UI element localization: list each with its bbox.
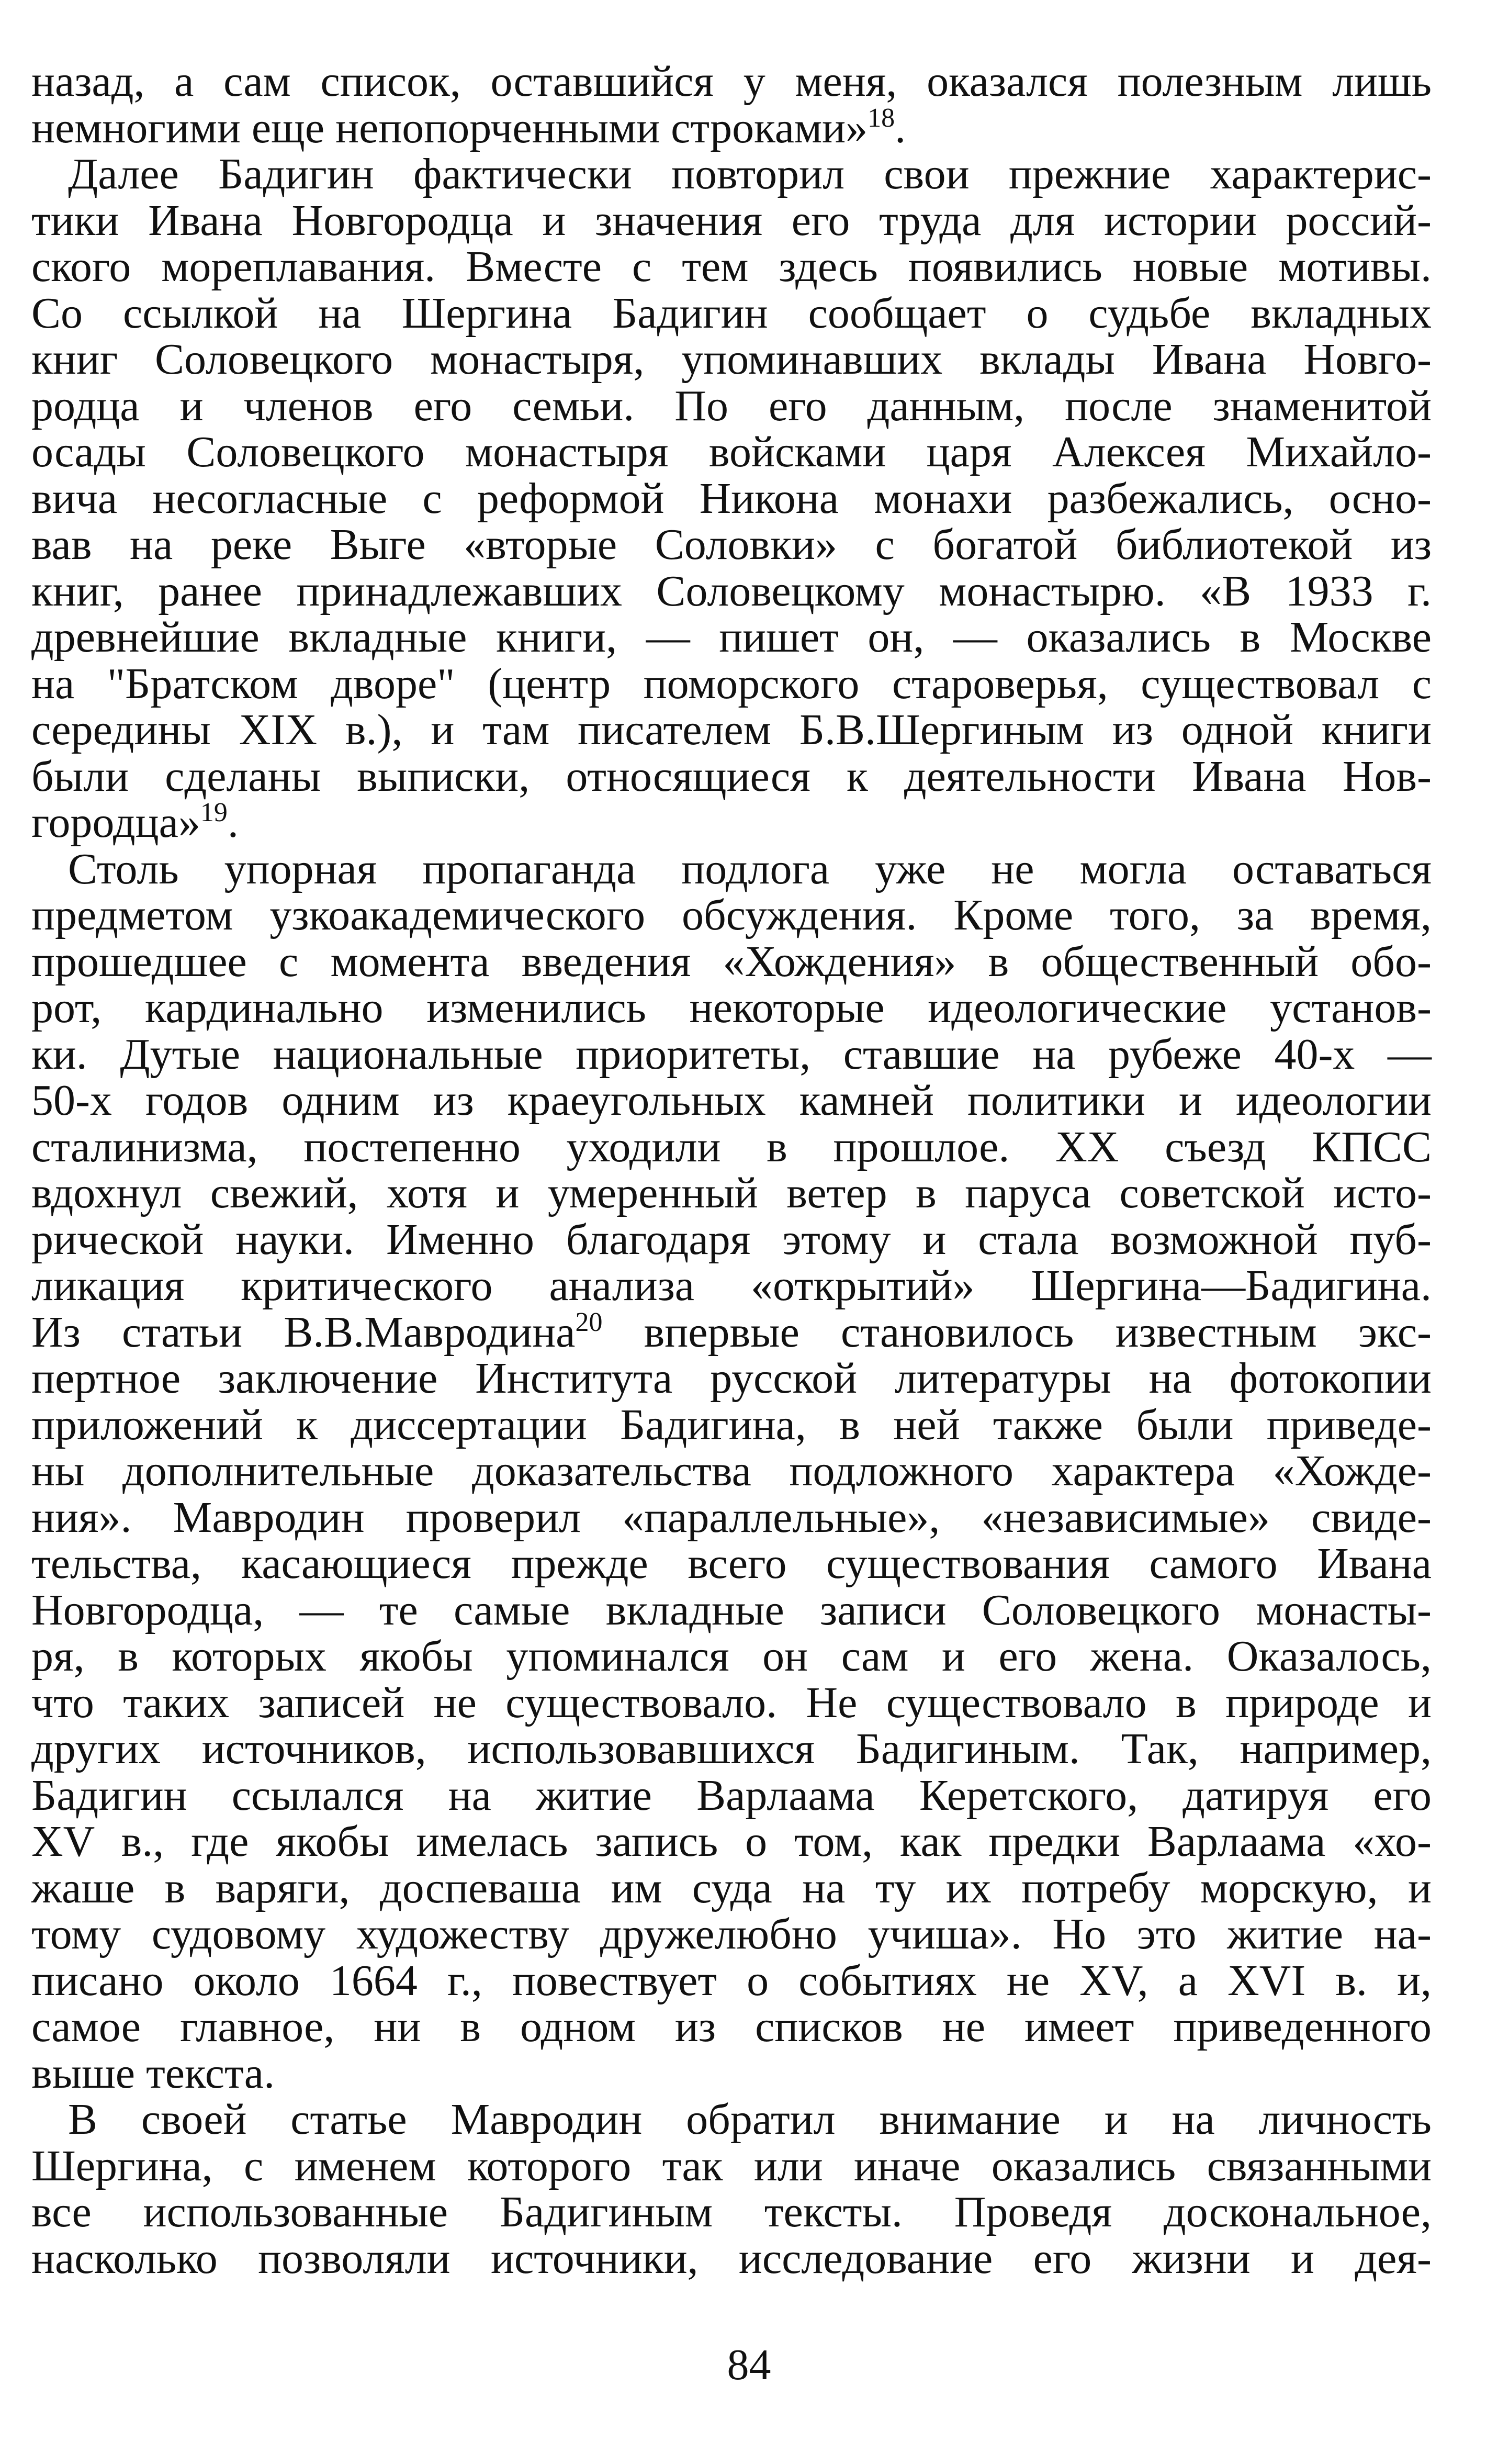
line-text: ки. Дутые национальные приоритеты, ставшие на рубеже 40-х — (31, 1029, 1432, 1079)
text-line (31, 985, 1432, 1032)
text-line (31, 661, 1432, 708)
text-line (31, 198, 1432, 244)
line-text: книг Соловецкого монастыря, упоминавших вклады Ивана Новго- (31, 335, 1432, 384)
line-text: предметом узкоакадемического обсуждения. Кроме того, за время, (31, 891, 1432, 939)
text-line (31, 754, 1432, 800)
line-text: насколько позволяли источники, исследование его жизни и дея- (31, 2234, 1432, 2283)
text-line (31, 383, 1432, 430)
text-line (31, 1309, 1432, 1356)
text-line (31, 1865, 1432, 1912)
text-line (31, 2048, 1432, 2098)
text-line (31, 59, 1432, 105)
text-line (31, 1495, 1432, 1541)
paragraph (31, 2097, 1432, 2282)
paragraph (31, 151, 1432, 846)
text-line (31, 337, 1432, 383)
line-text: других источников, использовавшихся Бадигиным. Так, например, (31, 1724, 1432, 1773)
page-body (31, 59, 1432, 2282)
text-line (31, 1911, 1432, 1958)
line-text: ны дополнительные доказательства подложного характера «Хожде- (31, 1447, 1432, 1495)
text-line (31, 800, 1432, 846)
line-text: вича несогласные с реформой Никона монахи разбежались, осно- (31, 474, 1432, 523)
line-text: ликация критического анализа «открытий» Шергина—Бадигина. (31, 1261, 1432, 1310)
line-text: XV в., где якобы имелась запись о том, как предки Варлаама «хо- (31, 1817, 1432, 1866)
text-line (31, 1217, 1432, 1263)
text-line (31, 2236, 1432, 2282)
line-text: тики Ивана Новгородца и значения его труда для истории россий- (31, 196, 1432, 245)
line-text: жаше в варяги, доспеваша им суда на ту их потребу морскую, и (31, 1863, 1432, 1912)
line-text: Бадигин ссылался на житие Варлаама Керетского, датируя его (31, 1771, 1432, 1820)
line-text: вав на реке Выге «вторые Соловки» с богатой библиотекой из (31, 520, 1432, 569)
line-text: Столь упорная пропаганда подлога уже не могла оставаться (68, 844, 1432, 893)
line-text: рот, кардинально изменились некоторые идеологические установ- (31, 983, 1432, 1032)
text-line (31, 1356, 1432, 1402)
line-text: ря, в которых якобы упоминался он сам и его жена. Оказалось, (31, 1632, 1432, 1681)
line-text: рической науки. Именно благодаря этому и стала возможной пуб- (31, 1215, 1432, 1264)
line-text-after: . (895, 103, 906, 152)
footnote-reference: 20 (575, 1307, 603, 1337)
text-line (31, 892, 1432, 939)
text-line (31, 1633, 1432, 1680)
line-text: книг, ранее принадлежавших Соловецкому монастырю. «В 1933 г. (31, 566, 1432, 615)
text-line (31, 522, 1432, 568)
text-line (31, 1124, 1432, 1171)
text-line (31, 707, 1432, 754)
page-number: 84 (727, 2340, 771, 2389)
text-line (31, 1029, 1432, 1079)
line-text: что таких записей не существовало. Не существовало в природе и (31, 1678, 1432, 1727)
line-text: родца и членов его семьи. По его данным, после знаменитой (31, 381, 1432, 430)
line-text-after: . (227, 798, 239, 847)
text-line (31, 290, 1432, 337)
line-text: прошедшее с момента введения «Хождения» в общественный обо- (31, 937, 1432, 986)
line-text: 50-х годов одним из краеугольных камней политики и идеологии (31, 1076, 1432, 1125)
text-line (31, 2004, 1432, 2051)
text-line (31, 1402, 1432, 1449)
line-text: ского мореплавания. Вместе с тем здесь появились новые мотивы. (31, 242, 1432, 291)
paragraph (31, 846, 1432, 2097)
line-text: Новгородца, — те самые вкладные записи Соловецкого монасты- (31, 1585, 1432, 1634)
line-text: самое главное, ни в одном из списков не имеет приведенного (31, 2002, 1432, 2051)
line-text: Из статьи В.В.Мавродина (31, 1307, 576, 1357)
line-text: назад, а сам список, оставшийся у меня, оказался полезным лишь (31, 57, 1432, 106)
text-line (31, 939, 1432, 985)
text-line (31, 1958, 1432, 2004)
text-line (31, 476, 1432, 522)
text-line (31, 1170, 1432, 1217)
text-line (31, 244, 1432, 290)
line-text: на "Братском дворе" (центр поморского староверья, существовал с (31, 659, 1432, 708)
line-text: вдохнул свежий, хотя и умеренный ветер в паруса советской исто- (31, 1169, 1432, 1217)
paragraph (31, 59, 1432, 151)
text-line (31, 1263, 1432, 1309)
text-line (31, 1078, 1432, 1124)
line-text: осады Соловецкого монастыря войсками царя Алексея Михайло- (31, 428, 1432, 476)
line-text: городца» (31, 798, 200, 847)
text-line (31, 2143, 1432, 2190)
text-line (31, 846, 1432, 893)
text-line (31, 2189, 1432, 2236)
footnote-reference: 19 (200, 798, 228, 827)
text-line (31, 1448, 1432, 1495)
text-line (31, 1819, 1432, 1865)
text-line (31, 1587, 1432, 1634)
text-line (31, 429, 1432, 476)
text-line (31, 1541, 1432, 1587)
footnote-reference: 18 (868, 103, 895, 133)
text-line (31, 1773, 1432, 1819)
line-text: В своей статье Мавродин обратил внимание и на личность (68, 2095, 1432, 2144)
line-text-after: впервые становилось известным экс- (602, 1307, 1432, 1357)
text-line (31, 105, 1432, 152)
line-text: тому судовому художеству дружелюбно учиша». Но это житие на- (31, 1910, 1432, 1958)
text-line (31, 2097, 1432, 2143)
line-text: древнейшие вкладные книги, — пишет он, — оказались в Москве (31, 613, 1432, 662)
line-text: сталинизма, постепенно уходили в прошлое. XX съезд КПСС (31, 1122, 1432, 1171)
line-text: немногими еще непопорченными строками» (31, 103, 868, 152)
line-text: все использованные Бадигиным тексты. Проведя доскональное, (31, 2188, 1432, 2236)
line-text: Далее Бадигин фактически повторил свои прежние характерис- (68, 150, 1432, 198)
line-text: пертное заключение Института русской литературы на фотокопии (31, 1354, 1432, 1403)
line-text: Со ссылкой на Шергина Бадигин сообщает о судьбе вкладных (31, 288, 1432, 338)
line-text: были сделаны выписки, относящиеся к деятельности Ивана Нов- (31, 752, 1432, 801)
line-text: писано около 1664 г., повествует о событиях не XV, а XVI в. и, (31, 1956, 1432, 2005)
line-text: тельства, касающиеся прежде всего существования самого Ивана (31, 1539, 1432, 1588)
line-text: ния». Мавродин проверил «параллельные», «независимые» свиде- (31, 1493, 1432, 1542)
text-line (31, 568, 1432, 615)
line-text: выше текста. (31, 2048, 275, 2098)
line-text: середины XIX в.), и там писателем Б.В.Шергиным из одной книги (31, 705, 1432, 754)
text-line (31, 614, 1432, 661)
text-line (31, 1726, 1432, 1773)
line-text: приложений к диссертации Бадигина, в ней также были приведе- (31, 1400, 1432, 1449)
text-line (31, 151, 1432, 198)
text-line (31, 1680, 1432, 1727)
line-text: Шергина, с именем которого так или иначе оказались связанными (31, 2141, 1432, 2190)
